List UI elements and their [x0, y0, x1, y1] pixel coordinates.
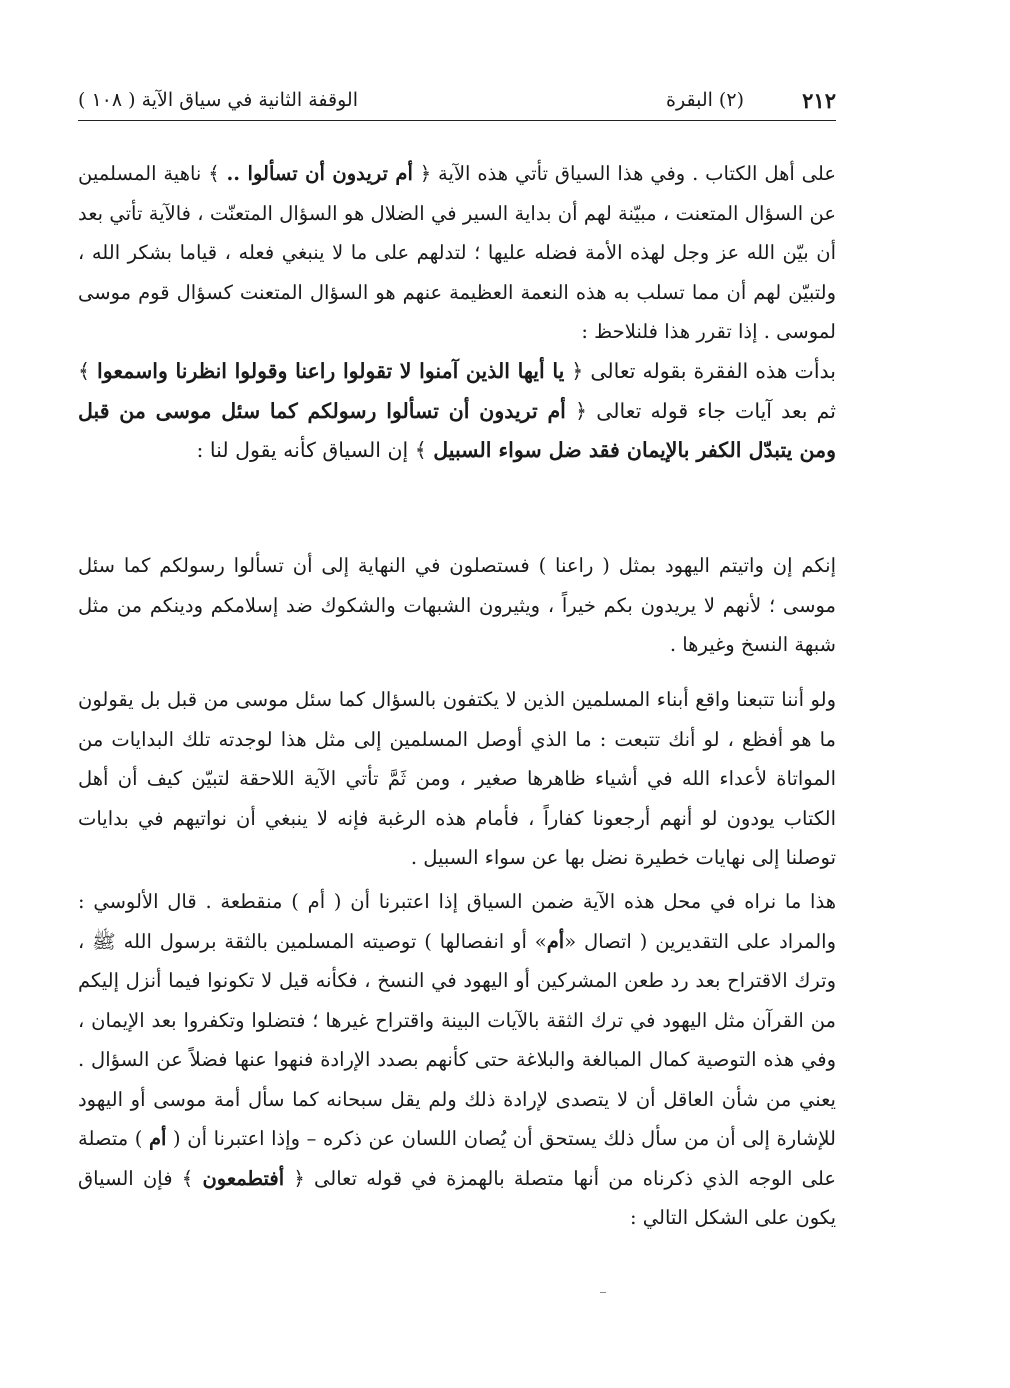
- paragraph-5-text-b: » أو انفصالها ) توصيته المسلمين بالثقة برسول الله ﷺ ، وترك الاقتراح بعد رد طعن المشركين أو اليهود في النسخ ، فكأنه قيل لا تكونوا فيما أنزل إليكم من القرآن مثل اليهود في ترك الثقة بالآيات البينة واقتراح غيرها ؛ فتضلوا وتكفروا بعد الإيمان ، وفي هذه التوصية كمال المبالغة والبلاغة حتى كأنهم بصدد الإرادة فنهوا عنها فضلاً عن السؤال . يعني من شأن العاقل أن لا يتصدى لإرادة ذلك ولم يقل سبحانه كما سأل أمة موسى أو اليهود للإشارة إلى أن من سأل ذلك يستحق أن يُصان اللسان عن ذكره – وإذا اعتبرنا أن (: [78, 929, 837, 1150]
- page-header: [78, 80, 836, 121]
- paragraph-1-text-b: ﴾ ناهية المسلمين عن السؤال المتعنت ، مبيّنة لهم أن بداية السير في الضلال هو السؤال المتعنّت ، فالآية تأتي بعد أن بيّن الله عز وجل لهذه الأمة فضله عليها ؛ لتدلهم على ما لا ينبغي فعله ، قياما بشكر الله ، ولتبيّن لهم أن مما تسلب به هذه النعمة العظيمة عنهم هو السؤال المتعنت كسؤال قوم موسى لموسى . إذا تقرر هذا فلنلاحظ :: [78, 162, 836, 343]
- paragraph-2: [78, 352, 836, 471]
- page-number: ٢١٢: [802, 88, 836, 113]
- paragraph-5-text-c: ) متصلة على الوجه الذي ذكرناه من أنها متصلة بالهمزة في قوله تعالى ﴿: [78, 1127, 836, 1190]
- emphasized-word: أم: [546, 929, 565, 953]
- surah-title: (٢) البقرة: [666, 89, 744, 111]
- paragraph-1-text-a: على أهل الكتاب . وفي هذا السياق تأتي هذه الآية ﴿: [412, 162, 836, 185]
- document-page: [78, 80, 837, 1229]
- quran-quote: أم تريدون أن تسألوا رسولكم كما سئل موسى من قبل ومن يتبدّل الكفر بالإيمان فقد ضل سواء السبيل: [78, 398, 836, 462]
- paragraph-5-text-d: ﴾ فإن السياق يكون على الشكل التالي :: [78, 1166, 836, 1229]
- paragraph-2-text-a: بدأت هذه الفقرة بقوله تعالى ﴿: [564, 359, 836, 383]
- emphasized-word: أم: [148, 1127, 167, 1150]
- scan-mark: [600, 1292, 606, 1293]
- paragraph-2-text-b: ﴾ ثم بعد آيات جاء قوله تعالى ﴿: [78, 359, 836, 423]
- paragraph-1: [78, 154, 836, 352]
- paragraph-5-text-a: هذا ما نراه في محل هذه الآية ضمن السياق إذا اعتبرنا أن ( أم ) منقطعة . قال الألوسي : والمراد على التقديرين ( اتصال «: [78, 890, 836, 953]
- paragraph-3: إنكم إن واتيتم اليهود بمثل ( راعنا ) فستصلون في النهاية إلى أن تسألوا رسولكم كما سئل موسى ؛ لأنهم لا يريدون بكم خيراً ، ويثيرون الشبهات والشكوك ضد إسلامكم ودينكم من مثل شبهة النسخ وغيرها .: [78, 554, 836, 656]
- paragraph-5: [78, 882, 836, 1238]
- quran-quote: أم تريدون أن تسألوا ..: [226, 162, 413, 185]
- paragraph-2-text-c: ﴾ إن السياق كأنه يقول لنا :: [196, 438, 434, 462]
- quran-quote: أفتطمعون: [202, 1166, 285, 1190]
- section-title: الوقفة الثانية في سياق الآية ( ١٠٨ ): [78, 89, 358, 111]
- paragraph-4: ولو أننا تتبعنا واقع أبناء المسلمين الذين لا يكتفون بالسؤال كما سئل موسى من قبل بل يقولون ما هو أفظع ، لو أنك تتبعت : ما الذي أوصل المسلمين إلى مثل هذا لوجدته تلك البدايات من المواتاة لأعداء الله في أشياء ظاهرها صغير ، ومن ثَمَّ تأتي الآية اللاحقة لتبيّن كيف أن أهل الكتاب يودون لو أنهم أرجعونا كفاراً ، فأمام هذه الرغبة فإنه لا ينبغي أن نواتيهم في بدايات توصلنا إلى نهايات خطيرة نضل بها عن سواء السبيل .: [78, 688, 836, 869]
- quran-quote: يا أيها الذين آمنوا لا تقولوا راعنا وقولوا انظرنا واسمعوا: [97, 359, 565, 383]
